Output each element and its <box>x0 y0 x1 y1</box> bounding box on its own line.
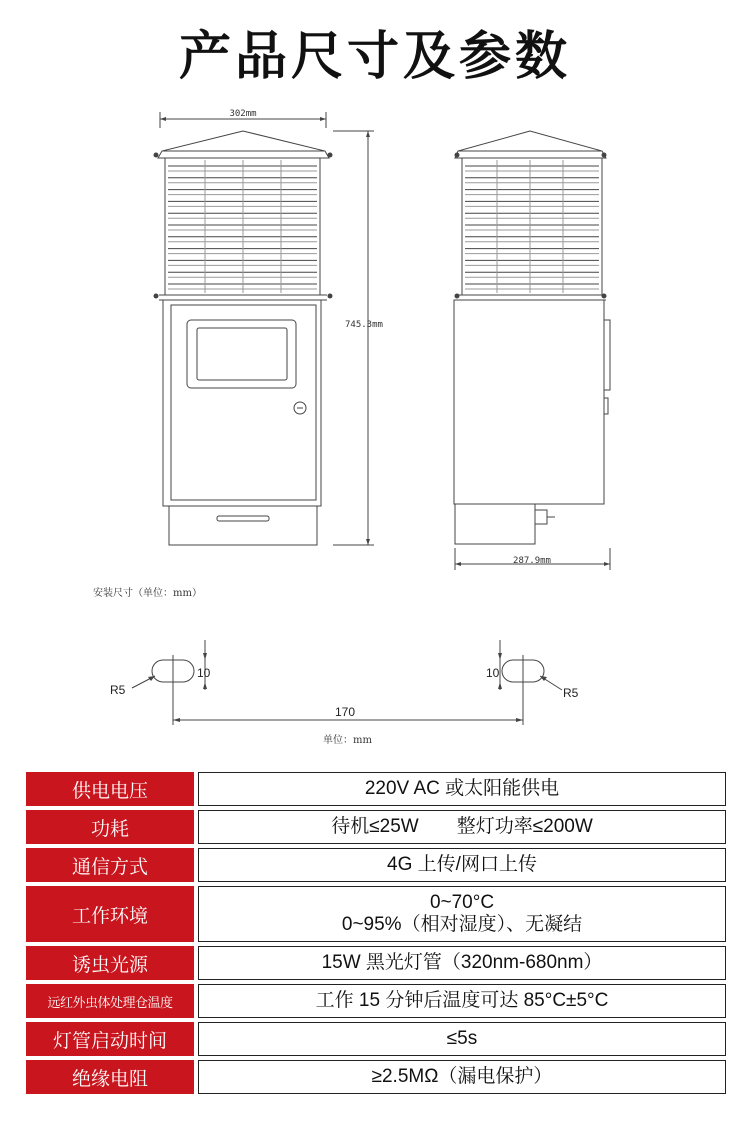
height-dimension: 745.3mm <box>345 320 383 330</box>
spec-row <box>26 946 726 980</box>
slot-height-left: 10 <box>197 666 211 680</box>
spec-label: 供电电压 <box>26 772 194 806</box>
spec-value-line: 0~70°C <box>429 892 495 913</box>
spec-label: 功耗 <box>26 810 194 844</box>
slot-height-right: 10 <box>486 666 500 680</box>
spec-label: 通信方式 <box>26 848 194 882</box>
install-note: 安装尺寸（单位：mm） <box>93 588 202 599</box>
spec-value <box>198 886 726 942</box>
spec-row <box>26 848 726 882</box>
side-view <box>454 131 610 570</box>
spec-row <box>26 1022 726 1056</box>
radius-label-left: R5 <box>110 683 126 697</box>
depth-dimension: 287.9mm <box>513 556 551 566</box>
spec-value-line: 工作 15 分钟后温度可达 85°C±5°C <box>315 990 609 1011</box>
spec-value <box>198 1022 726 1056</box>
spec-label: 灯管启动时间 <box>26 1022 194 1056</box>
spec-row <box>26 984 726 1018</box>
spec-value-line: ≥2.5MΩ（漏电保护） <box>371 1066 553 1087</box>
louver-slats-front <box>168 160 317 293</box>
spec-value-line: 待机≤25W 整灯功率≤200W <box>331 816 593 837</box>
spec-value-line: 220V AC 或太阳能供电 <box>364 778 560 799</box>
spec-value <box>198 848 726 882</box>
spec-value-line: 4G 上传/网口上传 <box>387 854 537 875</box>
dimension-arrows <box>148 117 610 722</box>
spec-row <box>26 810 726 844</box>
slot-distance: 170 <box>334 705 356 719</box>
page-title: 产品尺寸及参数 <box>178 27 571 87</box>
slot-unit-note: 单位：mm <box>323 735 372 746</box>
spec-label: 工作环境 <box>26 886 194 942</box>
spec-label: 诱虫光源 <box>26 946 194 980</box>
front-view <box>158 112 374 545</box>
spec-value-line: ≤5s <box>446 1028 478 1049</box>
radius-label-right: R5 <box>563 686 579 700</box>
width-dimension: 302mm <box>229 109 257 119</box>
spec-value <box>198 984 726 1018</box>
spec-label: 远红外虫体处理仓温度 <box>26 984 194 1018</box>
spec-value-line: 15W 黑光灯管（320nm-680nm） <box>321 952 603 973</box>
spec-row <box>26 1060 726 1094</box>
spec-row <box>26 772 726 806</box>
spec-row <box>26 886 726 942</box>
louver-slats-side <box>465 160 599 293</box>
spec-value <box>198 1060 726 1094</box>
spec-value <box>198 946 726 980</box>
spec-table <box>26 772 726 1098</box>
spec-value-line: 0~95%（相对湿度）、无凝结 <box>341 914 583 935</box>
spec-value <box>198 772 726 806</box>
spec-label: 绝缘电阻 <box>26 1060 194 1094</box>
spec-value <box>198 810 726 844</box>
